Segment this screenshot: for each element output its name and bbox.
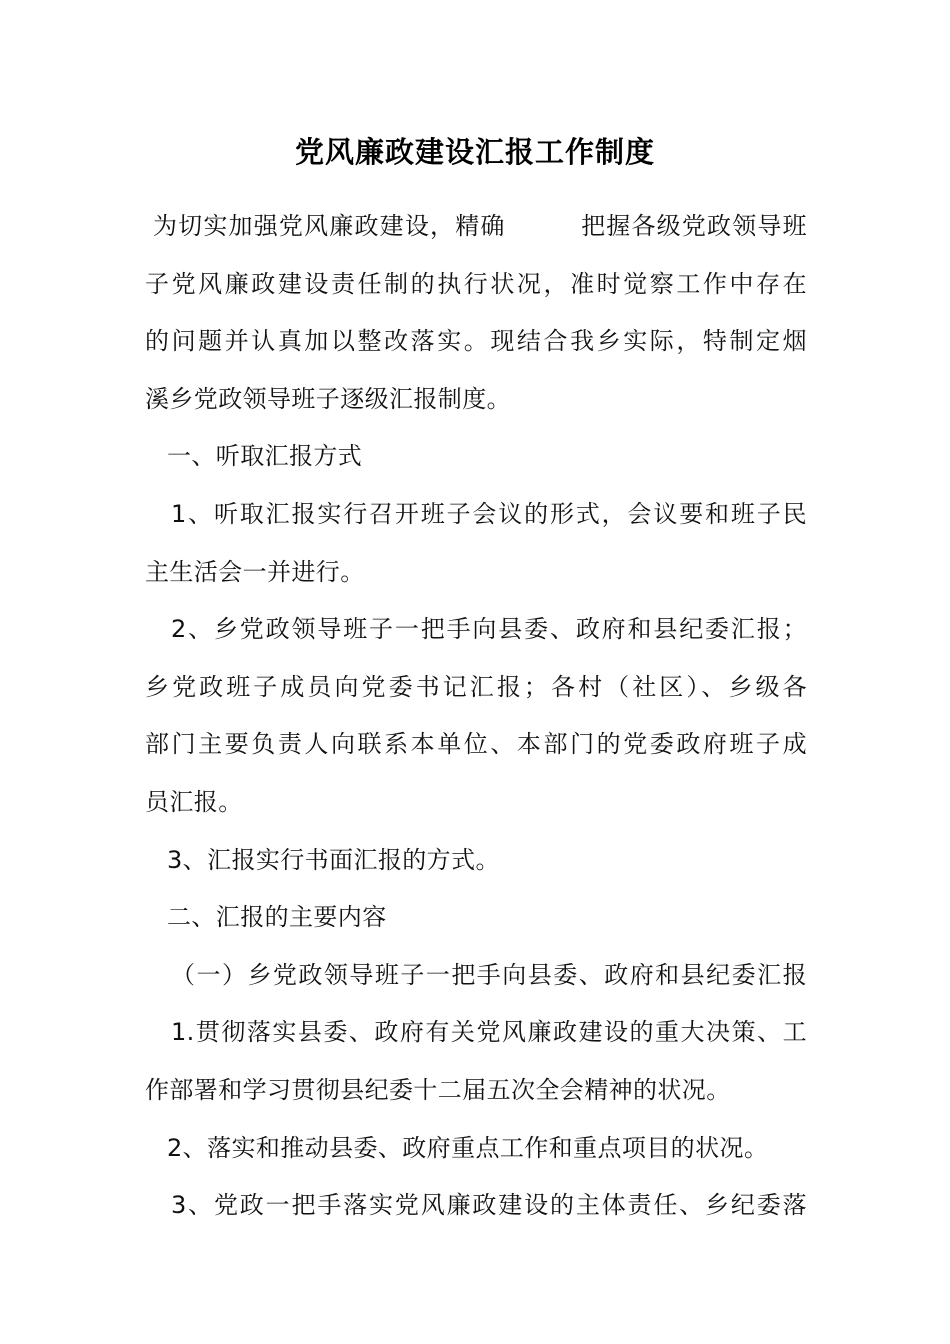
body-line: 为切实加强党风廉政建设，精确 把握各级党政领导班 [153,212,807,240]
subsection-heading: （一）乡党政领导班子一把手向县委、政府和县纪委汇报 [171,960,807,989]
body-line: 1.贯彻落实县委、政府有关党风廉政建设的重大决策、工 [171,1018,807,1047]
body-line: 员汇报。 [145,787,243,816]
section-heading: 一、听取汇报方式 [167,442,363,471]
body-line: 溪乡党政领导班子逐级汇报制度。 [145,384,511,413]
body-line: 3、党政一把手落实党风廉政建设的主体责任、乡纪委落 [171,1191,807,1220]
body-line: 主生活会一并进行。 [145,557,365,586]
document-title: 党风廉政建设汇报工作制度 [294,135,655,169]
section-heading: 二、汇报的主要内容 [167,903,387,932]
body-line: 乡党政班子成员向党委书记汇报；各村（社区）、乡级各 [145,672,807,701]
body-line: 的问题并认真加以整改落实。现结合我乡实际，特制定烟 [145,327,807,356]
body-line: 3、汇报实行书面汇报的方式。 [167,845,500,874]
document-body [145,198,807,1235]
body-line: 子党风廉政建设责任制的执行状况，准时觉察工作中存在 [145,269,807,298]
body-line: 作部署和学习贯彻县纪委十二届五次全会精神的状况。 [145,1075,731,1104]
body-line: 1、听取汇报实行召开班子会议的形式，会议要和班子民 [171,499,807,528]
body-line: 部门主要负责人向联系本单位、本部门的党委政府班子成 [145,730,807,759]
body-line: 2、落实和推动县委、政府重点工作和重点项目的状况。 [167,1133,769,1162]
body-line: 2、乡党政领导班子一把手向县委、政府和县纪委汇报； [171,615,807,644]
